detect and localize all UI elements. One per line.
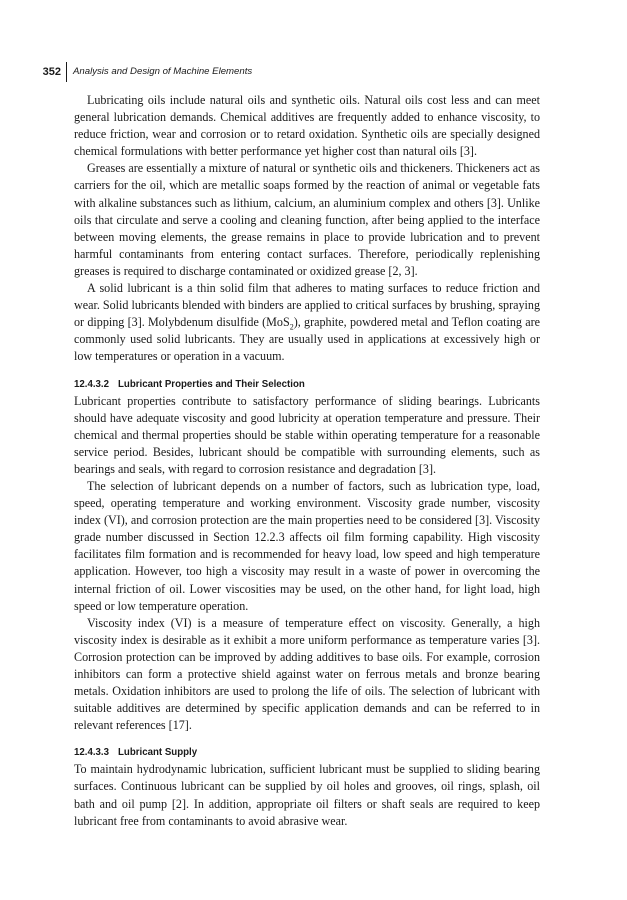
section-title: Lubricant Supply — [118, 747, 198, 759]
mos2-subscript: 2 — [289, 322, 294, 332]
section-number: 12.4.3.2 — [74, 378, 110, 390]
paragraph-lubricant-supply: To maintain hydrodynamic lubrication, sufficient lubricant must be supplied to sliding bearing surfaces. Continuous lubricant can be supplied by oil holes and grooves, oil rings, splash, oil bath and oil pump [2]. In addition, appropriate oil filters or shaft seals are required to keep lubricant free from contaminants to avoid abrasive wear. — [74, 762, 540, 828]
running-head — [30, 62, 252, 82]
book-title: Analysis and Design of Machine Elements — [73, 66, 253, 77]
solid-lubricant-text-b: ), graphite, powdered metal and Teflon coating are commonly used solid lubricants. They are usually used in applications at excessively high or low temperatures or operation in a vacuum. — [74, 315, 540, 364]
section-heading-lubricant-supply — [74, 746, 540, 760]
section-number: 12.4.3.3 — [74, 747, 110, 759]
paragraph-viscosity-index: Viscosity index (VI) is a measure of temperature effect on viscosity. Generally, a high viscosity index is desirable as it exhibit a more uniform performance as temperature varies [3]. Corrosion protection can be improved by adding additives to base oils. For example, corrosion inhibitors can form a protective shield against water on ferrous metals and bronze bearing metals. Oxidation inhibitors are used to prolong the life of oils. The selection of lubricant with suitable additives are determined by specific application demands and can be referred to in relevant references [17]. — [74, 615, 540, 733]
section-title: Lubricant Properties and Their Selection — [118, 378, 305, 390]
paragraph-lubricant-properties: Lubricant properties contribute to satisfactory performance of sliding bearings. Lubricants should have adequate viscosity and good lubricity at operation temperature and pressure. Their chemical and thermal properties should be stable within operating temperature for a reasonable service period. Besides, lubricant should be compatible with surrounding elements, such as bearings and seals, with regard to corrosion resistance and degradation [3]. — [74, 393, 540, 476]
page-body — [74, 92, 540, 830]
paragraph-lubricant-selection: The selection of lubricant depends on a number of factors, such as lubrication type, load, speed, operating temperature and working environment. Viscosity grade number, viscosity index (VI), and corrosion protection are the main properties need to be considered [3]. Viscosity grade number discussed in Section 12.2.3 affects oil film forming capability. High viscosity facilitates film formation and is recommended for heavy load, low speed and high temperature application. However, too high a viscosity may result in a waste of power in overcoming the internal friction of oil. Lower viscosities may be used, on the other hand, for light load, high speed or low temperature operation. — [74, 478, 540, 613]
section-heading-lubricant-properties — [74, 378, 540, 392]
solid-lubricant-text-a: A solid lubricant is a thin solid film that adheres to mating surfaces to reduce friction and wear. Solid lubricants blended with binders are applied to critical surfaces by brushing, spraying or dipping [3]. Molybdenum disulfide (MoS — [74, 281, 540, 330]
paragraph-solid-lubricant — [74, 280, 540, 365]
paragraph-greases: Greases are essentially a mixture of natural or synthetic oils and thickeners. Thickeners act as carriers for the oil, which are metallic soaps formed by the reaction of animal or vegetable fats with alkaline substances such as lithium, calcium, an aluminium complex and others [3]. Unlike oils that circulate and serve a cooling and cleaning function, after being applied to the interface between moving elements, the grease remains in place to provide lubrication and to prevent harmful contaminants from entering contact surfaces. Therefore, periodically replenishing greases is required to discharge contaminated or oxidized grease [2, 3]. — [74, 161, 540, 278]
paragraph-lubricating-oils: Lubricating oils include natural oils and synthetic oils. Natural oils cost less and can meet general lubrication demands. Chemical additives are frequently added to enhance viscosity, to reduce friction, wear and corrosion or to retard oxidation. Synthetic oils are specially designed chemical formulations with better performance yet higher cost than natural oils [3]. — [74, 93, 540, 159]
page-number: 352 — [30, 62, 67, 82]
